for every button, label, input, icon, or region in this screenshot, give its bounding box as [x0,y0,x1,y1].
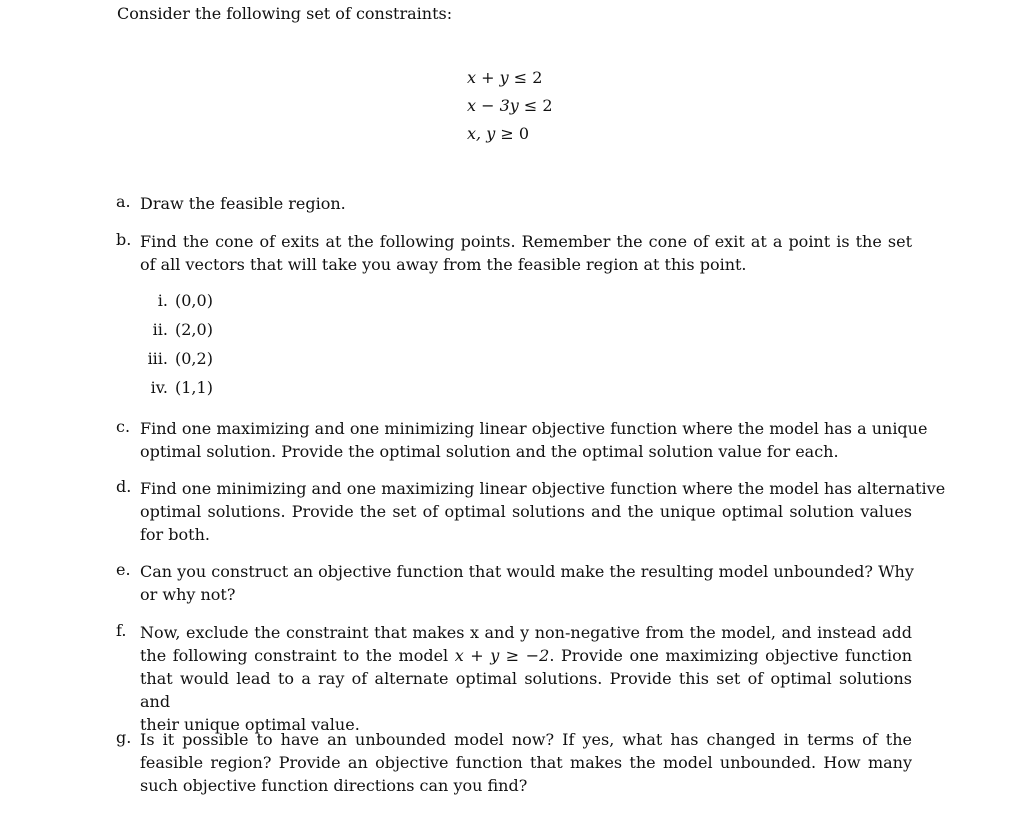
question-e-line: or why not? [140,585,236,604]
point-label-i: i. [157,291,168,310]
question-d-line: optimal solutions. Provide the set of optimal solutions and the unique optimal solution values [140,502,912,521]
constraint-3-lhs: x, y [467,124,496,143]
question-c-label: c. [116,417,131,436]
question-g-line: feasible region? Provide an objective function that makes the model unbounded. How many [140,753,912,772]
constraint-2 [467,96,553,115]
question-f-text [140,621,912,736]
question-d-line: for both. [140,525,210,544]
question-f-line: their unique optimal value. [140,715,360,734]
question-a-label: a. [116,192,131,211]
question-d-line: Find one minimizing and one maximizing linear objective function where the model has alternative [140,479,946,498]
question-c-line: optimal solution. Provide the optimal solution and the optimal solution value for each. [140,442,839,461]
question-g-label: g. [116,728,132,747]
question-e-text [140,560,912,606]
question-b-text [140,230,912,276]
constraint-1-op: ≤ [513,68,528,87]
constraint-1-rhs: 2 [532,68,543,87]
question-f-line2-pre: the following constraint to the model [140,646,449,665]
constraint-2-lhs: x − 3y [467,96,519,115]
question-c-text [140,417,928,463]
question-e-label: e. [116,560,131,579]
point-value-i: (0,0) [175,291,213,310]
question-b-line: Find the cone of exits at the following points. Remember the cone of exit at a point is the set [140,232,912,251]
question-f-line [140,644,912,667]
question-g-line: such objective function directions can you find? [140,776,528,795]
question-g-line: Is it possible to have an unbounded model now? If yes, what has changed in terms of the [140,730,912,749]
constraint-3 [467,124,529,143]
constraint-3-rhs: 0 [518,124,530,143]
question-f-line: Now, exclude the constraint that makes x and y non-negative from the model, and instead add [140,623,912,642]
point-value-iii: (0,2) [175,349,213,368]
constraint-1-lhs: x + y [467,68,509,87]
point-label-iv: iv. [150,378,168,397]
question-g-text [140,728,912,797]
point-label-iii: iii. [147,349,168,368]
point-value-ii: (2,0) [175,320,213,339]
question-a-line: Draw the feasible region. [140,194,346,213]
question-d-text [140,477,946,546]
question-f-line2-post: . Provide one maximizing objective function [549,646,913,665]
constraint-3-op: ≥ [500,124,514,143]
constraint-2-op: ≤ [523,96,538,115]
question-d-label: d. [116,477,132,496]
constraint-2-rhs: 2 [542,96,553,115]
point-label-ii: ii. [152,320,168,339]
intro-text: Consider the following set of constraints: [117,4,453,23]
point-value-iv: (1,1) [175,378,213,397]
question-a-text [140,192,912,215]
question-b-label: b. [116,230,132,249]
question-f-label: f. [116,621,127,640]
question-b-line: of all vectors that will take you away from the feasible region at this point. [140,255,747,274]
question-c-line: Find one maximizing and one minimizing linear objective function where the model has a unique [140,419,928,438]
question-f-line: that would lead to a ray of alternate optimal solutions. Provide this set of optimal solutions and [140,669,912,711]
question-e-line: Can you construct an objective function that would make the resulting model unbounded? Why [140,562,914,581]
constraint-1 [467,68,542,87]
question-f-inline-math: x + y ≥ −2 [454,646,550,665]
